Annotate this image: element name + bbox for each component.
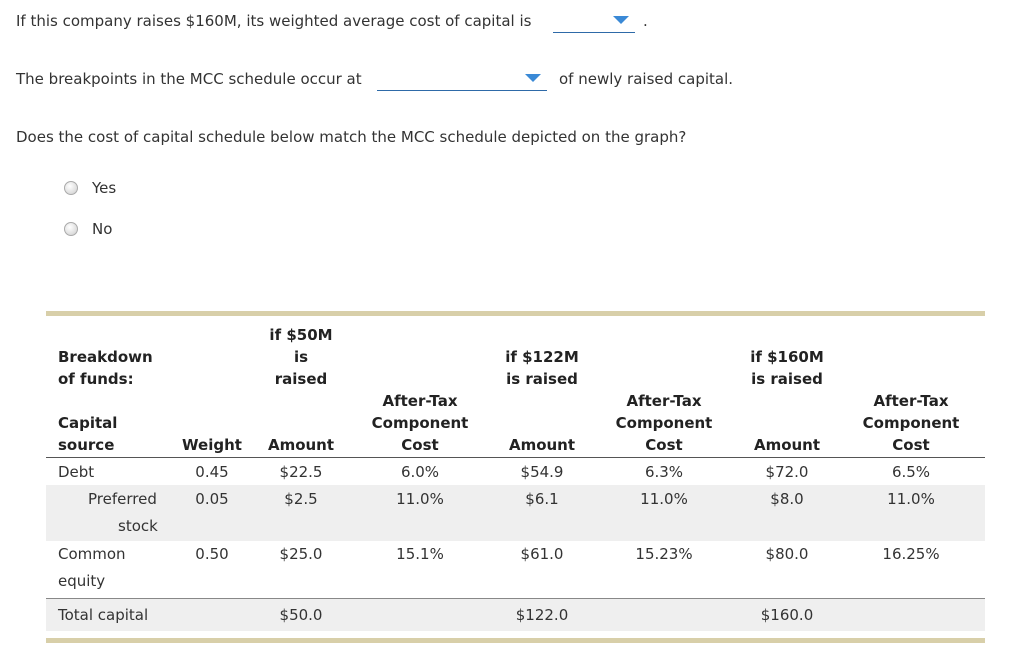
header-capital-source-1: Capital [58,414,118,432]
row-total-amount-122: $122.0 [515,606,569,624]
option-yes[interactable] [64,179,116,197]
row-debt-amount-50: $22.5 [279,463,323,481]
header-capital-source-2: source [58,436,115,454]
row-preferred-source-2: stock [118,517,158,535]
row-common-source-1: Common [58,545,126,563]
header-cost50-3: Cost [401,436,439,454]
question-breakpoints-text: The breakpoints in the MCC schedule occur at [16,70,362,88]
option-yes-label: Yes [92,179,117,197]
option-no-label: No [92,220,113,238]
header-if50-3: raised [274,370,328,388]
row-preferred-cost-160: 11.0% [887,490,935,508]
question-wacc-period: . [643,12,648,30]
row-debt-cost-160: 6.5% [891,463,931,481]
row-common-cost-160: 16.25% [882,545,940,563]
header-if50-1: if $50M [269,326,333,344]
row-preferred-amount-160: $8.0 [770,490,804,508]
row-common-cost-122: 15.23% [635,545,693,563]
row-preferred-cost-122: 11.0% [640,490,688,508]
header-divider [46,457,985,458]
row-common-source-2: equity [58,572,106,590]
row-preferred-source-1: Preferred [88,490,157,508]
row-common-amount-160: $80.0 [765,545,809,563]
row-debt-source: Debt [58,463,95,481]
wacc-dropdown[interactable] [553,8,635,33]
chevron-down-icon [525,74,541,82]
header-breakdown-1: Breakdown [58,348,153,366]
row-debt-amount-160: $72.0 [765,463,809,481]
row-common-weight: 0.50 [195,545,229,563]
header-cost122-2: Component [615,414,713,432]
header-cost160-2: Component [862,414,960,432]
question-wacc-text: If this company raises $160M, its weighted average cost of capital is [16,12,532,30]
header-amount-50: Amount [267,436,335,454]
row-debt-amount-122: $54.9 [520,463,564,481]
row-total-label: Total capital [58,606,149,624]
row-preferred-background [46,485,985,541]
row-preferred-cost-50: 11.0% [396,490,444,508]
header-cost122-3: Cost [645,436,683,454]
row-common-cost-50: 15.1% [396,545,444,563]
row-preferred-amount-50: $2.5 [284,490,318,508]
header-amount-160: Amount [753,436,821,454]
row-total-amount-160: $160.0 [760,606,814,624]
row-common-amount-122: $61.0 [520,545,564,563]
row-preferred-weight: 0.05 [195,490,229,508]
header-cost50-1: After-Tax [382,392,458,410]
header-if50-2: is [293,348,309,366]
header-cost50-2: Component [371,414,469,432]
question-wacc [16,12,531,30]
header-cost122-1: After-Tax [626,392,702,410]
chevron-down-icon [613,16,629,24]
header-if122-2: is raised [506,370,578,388]
header-breakdown-2: of funds: [58,370,134,388]
header-if160-2: is raised [751,370,823,388]
row-debt-weight: 0.45 [195,463,229,481]
table-bottom-border [46,638,985,643]
option-no[interactable] [64,220,112,238]
question-breakpoints-suffix: of newly raised capital. [559,70,734,88]
question-schedule-match: Does the cost of capital schedule below match the MCC schedule depicted on the graph? [16,128,687,146]
header-amount-122: Amount [508,436,576,454]
radio-yes[interactable] [64,181,78,195]
header-if160-1: if $160M [750,348,824,366]
radio-no[interactable] [64,222,78,236]
breakpoints-dropdown[interactable] [377,66,547,91]
row-debt-cost-122: 6.3% [644,463,684,481]
header-weight: Weight [182,436,242,454]
question-breakpoints [16,70,362,88]
header-if122-1: if $122M [505,348,579,366]
header-cost160-1: After-Tax [873,392,949,410]
row-total-amount-50: $50.0 [279,606,323,624]
cost-of-capital-table [46,311,985,643]
row-common-amount-50: $25.0 [279,545,323,563]
header-cost160-3: Cost [892,436,930,454]
row-debt-cost-50: 6.0% [400,463,440,481]
row-preferred-amount-122: $6.1 [525,490,559,508]
